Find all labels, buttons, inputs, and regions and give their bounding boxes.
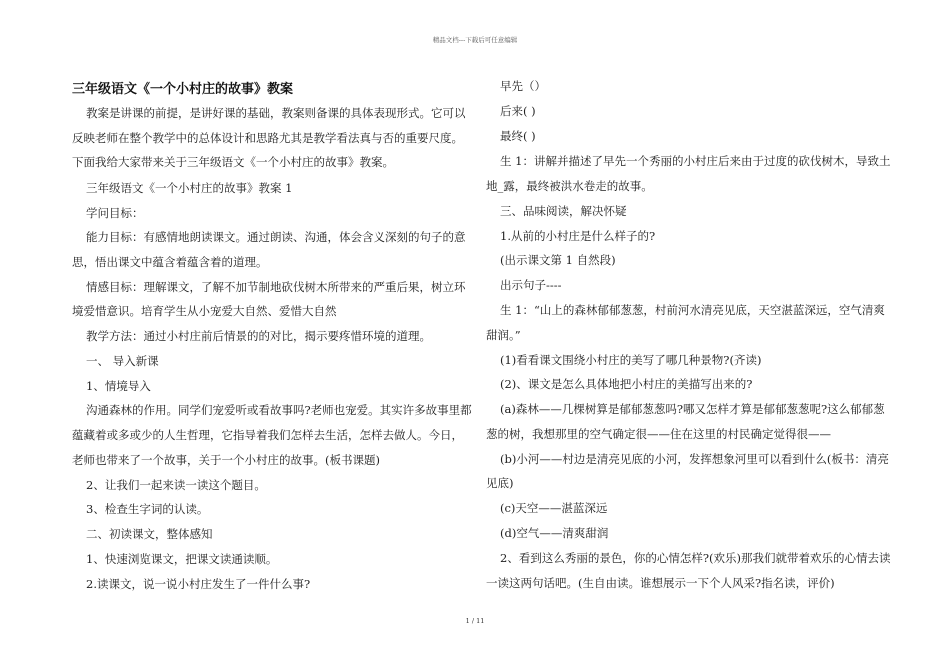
intro-line-3: 下面我给大家带来关于三年级语文《一个小村庄的故事》教案。 (72, 155, 394, 169)
section-2-item-1: 1、快速浏览课文，把课文读通读顺。 (86, 552, 278, 566)
section-1-text-line-3: 老师也带来了一个故事，关于一个小村庄的故事。(板书课题) (72, 453, 380, 467)
prompt-2: (2)、课文是怎么具体地把小村庄的美描写出来的? (500, 377, 753, 391)
question-2-line-2: 一读这两句话吧。(生自由读。谁想展示一下个人风采?指名读，评价) (486, 576, 835, 590)
knowledge-goal: 学问目标： (86, 206, 144, 220)
teaching-method: 教学方法：通过小村庄前后情景的的对比，揭示要疼惜环境的道理。 (86, 329, 431, 343)
section-1-text-line-2: 蕴藏着或多或少的人生哲理，它指导着我们怎样去生活，怎样去做人。今日， (72, 428, 463, 442)
section-3-heading: 三、品味阅读，解决怀疑 (500, 204, 627, 218)
prompt-a-line-1: (a)森林——几棵树算是郁郁葱葱吗?哪又怎样才算是郁郁葱葱呢?这么郁郁葱 (500, 402, 885, 416)
prompt-b-line-2: 见底) (486, 476, 514, 490)
student-answer-line-1: 生 1：讲解并描述了早先一个秀丽的小村庄后来由于过度的砍伐树木，导致土 (500, 154, 891, 168)
finally-blank: 最终( ) (500, 129, 536, 143)
quote-line-1: 生 1：“山上的森林郁郁葱葱，村前河水清亮见底，天空湛蓝深远，空气清爽 (500, 303, 885, 317)
intro-line-1: 教案是讲课的前提，是讲好课的基础，教案则备课的具体表现形式。它可以 (86, 106, 466, 120)
prompt-a-line-2: 葱的树，我想那里的空气确定很——住在这里的村民确定觉得很—— (486, 427, 831, 441)
section-1-item-3: 3、检查生字词的认读。 (86, 502, 209, 516)
section-1-item-1: 1、情境导入 (86, 379, 151, 393)
student-answer-line-2: 地_露，最终被洪水卷走的故事。 (486, 179, 653, 193)
section-1-heading: 一、 导入新课 (86, 354, 159, 368)
quote-line-2: 甜润。” (486, 328, 521, 342)
document-title: 三年级语文《一个小村庄的故事》教案 (72, 82, 294, 97)
prompt-c: (c)天空——湛蓝深远 (500, 501, 608, 515)
prompt-d: (d)空气——清爽甜润 (500, 526, 609, 540)
early-blank: 早先（） (500, 79, 546, 93)
prompt-b-line-1: (b)小河——村边是清亮见底的小河，发挥想象河里可以看到什么(板书：清亮 (500, 452, 889, 466)
emotion-goal-line-1: 情感目标：理解课文，了解不加节制地砍伐树木所带来的严重后果，树立环 (86, 280, 466, 294)
page-header: 精品文档---下载后可任意编辑 (432, 36, 518, 44)
question-1: 1.从前的小村庄是什么样子的? (500, 229, 656, 243)
section-2-heading: 二、初读课文，整体感知 (86, 527, 213, 541)
show-paragraph-1: (出示课文第 1 自然段) (500, 253, 616, 267)
emotion-goal-line-2: 境爱惜意识。培育学生从小宠爱大自然、爱惜大自然 (72, 304, 337, 318)
section-1-item-2: 2、让我们一起来读一读这个题目。 (86, 478, 266, 492)
page-number: 1 / 11 (465, 617, 485, 625)
ability-goal-line-1: 能力目标：有感情地朗读课文。通过朗读、沟通，体会含义深刻的句子的意 (86, 230, 466, 244)
intro-line-2: 反映老师在整个教学中的总体设计和思路尤其是教学看法真与否的重要尺度。 (72, 131, 463, 145)
lesson-subtitle: 三年级语文《一个小村庄的故事》教案 1 (86, 181, 293, 195)
section-1-text-line-1: 沟通森林的作用。同学们宠爱听或看故事吗?老师也宠爱。其实许多故事里都 (86, 403, 472, 417)
show-sentence: 出示句子---- (500, 278, 562, 292)
later-blank: 后来( ) (500, 104, 536, 118)
ability-goal-line-2: 思，悟出课文中蕴含着蕴含着的道理。 (72, 255, 268, 269)
section-2-item-2: 2.读课文，说一说小村庄发生了一件什么事? (86, 577, 311, 591)
question-2-line-1: 2、看到这么秀丽的景色，你的心情怎样?(欢乐)那我们就带着欢乐的心情去读 (500, 551, 891, 565)
prompt-1: (1)看看课文围绕小村庄的美写了哪几种景物?(齐读) (500, 353, 762, 367)
